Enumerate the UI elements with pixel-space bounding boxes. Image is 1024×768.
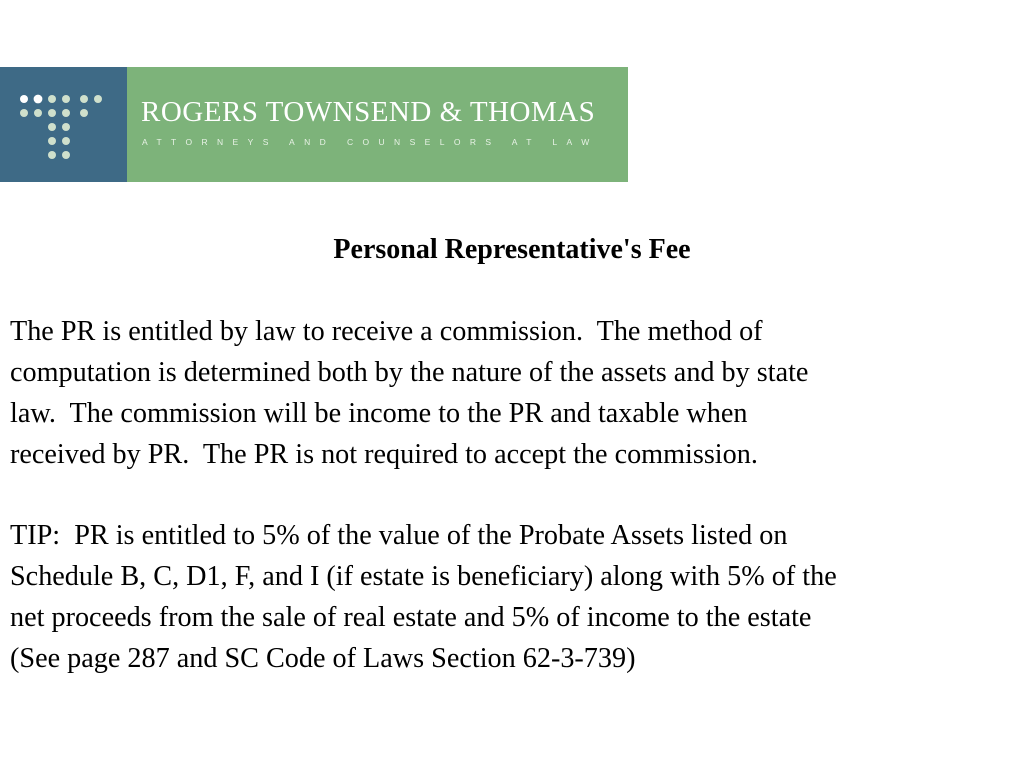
logo-dot [62,95,70,103]
logo-dot [20,109,28,117]
logo-dot [48,109,56,117]
paragraph-commission [10,311,1020,475]
firm-name: ROGERS TOWNSEND & THOMAS [141,96,596,128]
logo-dot [94,95,102,103]
logo-dot [62,123,70,131]
paragraph-line: The PR is entitled by law to receive a commission. The method of [10,316,763,347]
logo-dot [48,151,56,159]
logo-dot [34,109,42,117]
paragraph-line: computation is determined both by the nature of the assets and by state [10,357,809,388]
logo-text-area [127,67,628,182]
dot-grid-icon [0,67,127,182]
paragraph-line: received by PR. The PR is not required to accept the commission. [10,439,758,470]
paragraph-line: (See page 287 and SC Code of Laws Section 62-3-739) [10,643,636,674]
paragraph-line: TIP: PR is entitled to 5% of the value of the Probate Assets listed on [10,520,788,551]
logo-dot [20,95,28,103]
logo-dot [80,95,88,103]
paragraph-line: net proceeds from the sale of real estate and 5% of income to the estate [10,602,812,633]
paragraph-line: Schedule B, C, D1, F, and I (if estate is beneficiary) along with 5% of the [10,561,837,592]
logo-dot [62,137,70,145]
paragraph-tip [10,515,1020,679]
firm-logo [0,67,628,182]
logo-dot [80,109,88,117]
logo-mark [0,67,127,182]
logo-dot [48,95,56,103]
logo-dot [62,109,70,117]
logo-dot [48,137,56,145]
slide-title: Personal Representative's Fee [333,234,691,265]
logo-dot [62,151,70,159]
logo-dot [48,123,56,131]
paragraph-line: law. The commission will be income to the PR and taxable when [10,398,748,429]
firm-tagline: ATTORNEYS AND COUNSELORS AT LAW [142,137,599,147]
logo-dot [34,95,43,104]
